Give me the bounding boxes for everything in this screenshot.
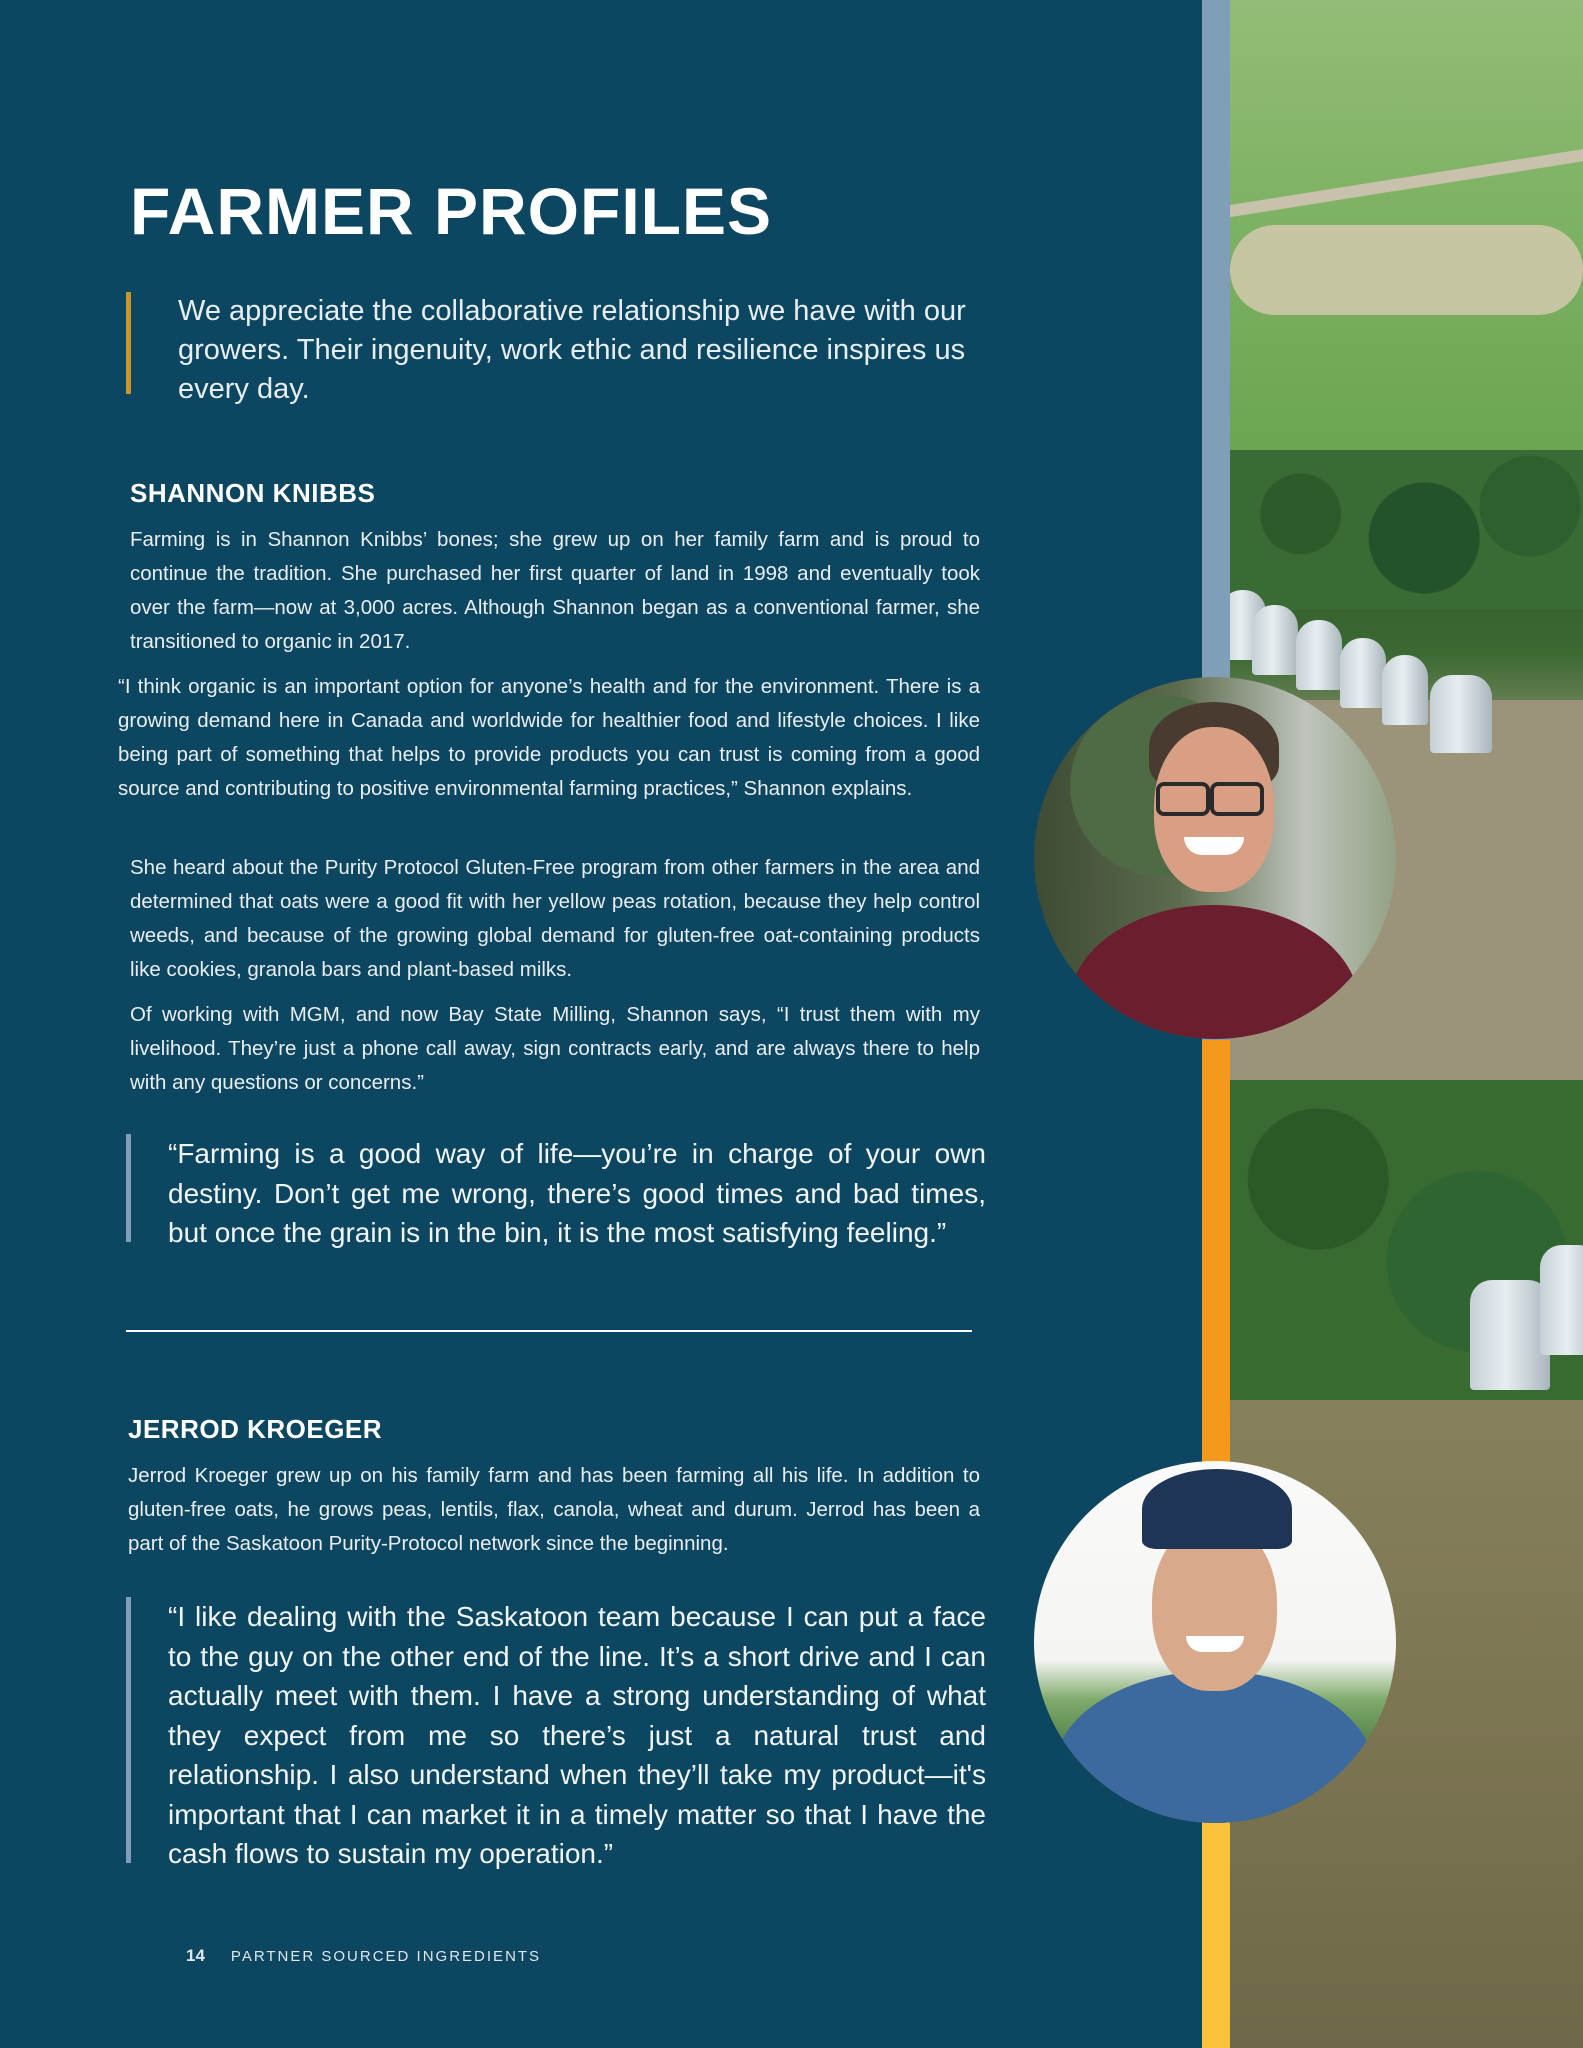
pull-quote-text: “Farming is a good way of life—you’re in charge of your own destiny. Don’t get me wrong, there’s good times and bad times, but once the grain is in the bin, it is the most satisfying feeling.” (168, 1138, 986, 1248)
profile-paragraph: Of working with MGM, and now Bay State Milling, Shannon says, “I trust them with my livelihood. They’re just a phone call away, sign contracts early, and are always there to help with any questions or concerns.” (130, 1003, 980, 1094)
intro-block (126, 292, 986, 409)
footer-section-label: PARTNER SOURCED INGREDIENTS (230, 1948, 542, 1965)
pull-quote-text: “I like dealing with the Saskatoon team because I can put a face to the guy on the other end of the line. It’s a short drive and I can actually meet with them. I have a strong understanding of what they expect from me so there’s just a natural trust and relationship. I also understand when they’ll take my product—it's important that I can market it in a timely matter so that I have the cash flows to sustain my operation.” (168, 1601, 986, 1869)
grain-bin (1382, 655, 1428, 725)
grain-bin (1340, 638, 1386, 708)
profile-name-jerrod: JERROD KROEGER (128, 1414, 383, 1444)
pull-quote-jerrod (126, 1597, 986, 1874)
grain-bin (1430, 675, 1492, 753)
grain-bin (1252, 605, 1298, 675)
page-footer (186, 1946, 541, 1966)
accent-bar-yellow (1202, 1800, 1230, 2048)
grain-bin (1296, 620, 1342, 690)
well-pad (1230, 225, 1583, 315)
pull-quote-shannon (126, 1134, 986, 1253)
quote-accent-rule (126, 1597, 131, 1863)
profile-paragraph: She heard about the Purity Protocol Gluten-Free program from other farmers in the area and determined that oats were a good fit with her yellow peas rotation, because they help control weeds, and because of the growing global demand for gluten-free oat-containing products like cookies, granola bars and plant-based milks. (130, 856, 980, 981)
profile-paragraph: Jerrod Kroeger grew up on his family farm and has been farming all his life. In addition to gluten-free oats, he grows peas, lentils, flax, canola, wheat and durum. Jerrod has been a part of the Saskatoon Purity-Protocol network since the beginning. (128, 1464, 980, 1555)
tree-line (1230, 450, 1583, 610)
profile-paragraph: Farming is in Shannon Knibbs’ bones; she grew up on her family farm and is proud to continue the tradition. She purchased her first quarter of land in 1998 and eventually took over the farm—now at 3,000 acres. Although Shannon began as a conventional farmer, she transitioned to organic in 2017. (130, 528, 980, 653)
grain-bin (1540, 1245, 1583, 1355)
page-number: 14 (186, 1946, 205, 1965)
page-title: FARMER PROFILES (130, 174, 773, 248)
intro-accent-rule (126, 292, 131, 394)
portrait-glasses (1210, 782, 1264, 816)
grain-bin (1470, 1280, 1550, 1390)
profile-name-shannon: SHANNON KNIBBS (130, 478, 376, 508)
section-divider (126, 1330, 972, 1332)
profile-paragraph: “I think organic is an important option for anyone’s health and for the environment. There is a growing demand here in Canada and worldwide for healthier food and lifestyle choices. I like being part of something that helps to provide products you can trust is coming from a good source and contributing to positive environmental farming practices,” Shannon explains. (118, 675, 980, 800)
intro-text: We appreciate the collaborative relationship we have with our growers. Their ingenuity, work ethic and resilience inspires us every day. (178, 295, 966, 405)
quote-accent-rule (126, 1134, 131, 1242)
